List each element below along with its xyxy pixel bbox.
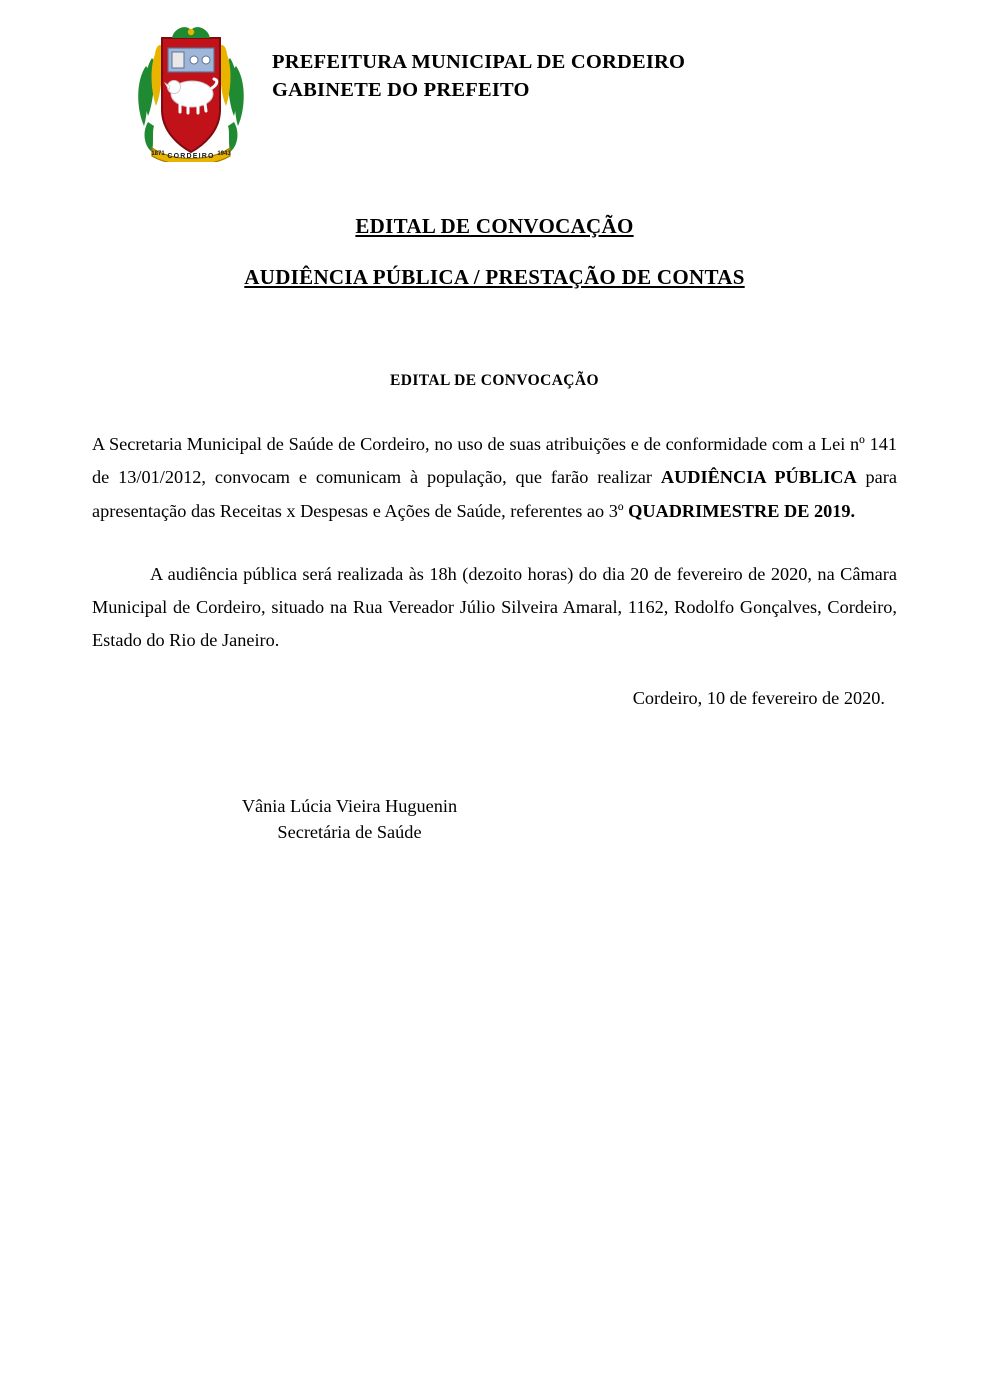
page-title: EDITAL DE CONVOCAÇÃO (355, 214, 634, 238)
document-body (92, 428, 897, 658)
letterhead (132, 22, 897, 162)
paragraph1-text1: A Secretaria Municipal de Saúde de Cordeiro, no uso de suas atribuições e de conformidade com a Lei nº 141 de 13/01/2012, convocam e comunicam à população, que farão realizar (92, 434, 897, 488)
title-block (92, 214, 897, 290)
section-heading: EDITAL DE CONVOCAÇÃO (390, 372, 599, 389)
paragraph-details: A audiência pública será realizada às 18h (dezoito horas) do dia 20 de fevereiro de 2020, na Câmara Municipal de Cordeiro, situado na Rua Vereador Júlio Silveira Amaral, 1162, Rodolfo Gonçalves, Cordeiro, Estado do Rio de Janeiro. (92, 563, 897, 651)
place-and-date: Cordeiro, 10 de fevereiro de 2020. (632, 687, 885, 708)
svg-text:CORDEIRO: CORDEIRO (167, 153, 215, 160)
page-subtitle: AUDIÊNCIA PÚBLICA / PRESTAÇÃO DE CONTAS (244, 265, 745, 289)
svg-text:1871: 1871 (151, 151, 165, 157)
svg-text:1943: 1943 (217, 151, 231, 157)
signature-block (92, 793, 897, 846)
org-name-line2: GABINETE DO PREFEITO (272, 79, 530, 102)
letterhead-text (272, 22, 685, 105)
paragraph-convocation (92, 428, 897, 528)
signatory-role: Secretária de Saúde (277, 822, 422, 843)
org-name-line1: PREFEITURA MUNICIPAL DE CORDEIRO (272, 51, 686, 73)
coat-of-arms-icon (132, 22, 250, 162)
signatory-name: Vânia Lúcia Vieira Huguenin (241, 795, 458, 816)
paragraph1-bold1: AUDIÊNCIA PÚBLICA (660, 467, 857, 488)
paragraph1-text2: para apresentação das Receitas x Despesas e Ações de Saúde, referentes ao 3º (92, 467, 897, 521)
paragraph1-bold2: QUADRIMESTRE DE 2019. (628, 500, 856, 521)
